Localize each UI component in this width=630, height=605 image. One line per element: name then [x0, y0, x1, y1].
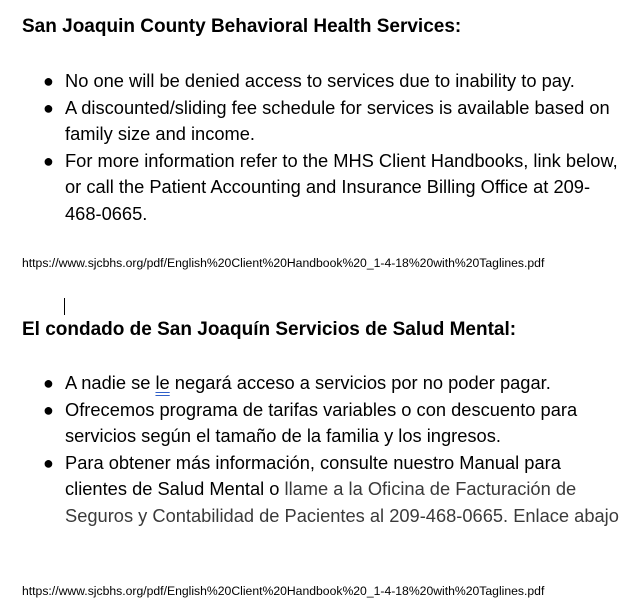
list-item	[0, 370, 630, 397]
text-cursor	[64, 298, 65, 315]
english-heading: San Joaquin County Behavioral Health Services:	[22, 16, 462, 37]
list-item	[0, 148, 630, 228]
spanish-bullet-text-part2: llame a la Oficina de Facturación de Seguros y Contabilidad de Pacientes al 209-468-0665. Enlace abajo	[65, 478, 619, 526]
english-bullet-text: For more information refer to the MHS Client Handbooks, link below, or call the Patient Accounting and Insurance Billing Office at 209-468-0665.	[65, 149, 618, 224]
bullet-icon: ●	[43, 399, 54, 420]
list-item	[0, 450, 630, 530]
list-item	[0, 95, 630, 148]
list-item	[0, 397, 630, 450]
english-handbook-url[interactable]: https://www.sjcbhs.org/pdf/English%20Client%20Handbook%20_1-4-18%20with%20Taglines.pdf	[22, 256, 545, 270]
spanish-heading: El condado de San Joaquín Servicios de Salud Mental:	[22, 319, 517, 340]
spanish-handbook-url[interactable]: https://www.sjcbhs.org/pdf/English%20Client%20Handbook%20_1-4-18%20with%20Taglines.pdf	[22, 584, 545, 598]
list-item	[0, 68, 630, 95]
bullet-icon: ●	[43, 150, 54, 171]
spanish-bullet-text-start: A nadie se	[65, 372, 156, 393]
grammar-flagged-word[interactable]: le	[155, 372, 170, 393]
english-bullet-text: A discounted/sliding fee schedule for services is available based on family size and income.	[65, 96, 610, 145]
bullet-icon: ●	[43, 71, 54, 91]
spanish-bullet-list	[0, 370, 630, 530]
spanish-bullet-text-part1: Para obtener más información, consulte nuestro Manual para clientes de Salud Mental o	[65, 451, 561, 500]
spanish-bullet-text-end: negará acceso a servicios por no poder pagar.	[169, 372, 551, 393]
bullet-icon: ●	[43, 97, 54, 118]
bullet-icon: ●	[43, 373, 54, 393]
english-bullet-list	[0, 68, 630, 228]
english-bullet-text: No one will be denied access to services due to inability to pay.	[65, 70, 575, 91]
bullet-icon: ●	[43, 452, 54, 473]
spanish-bullet-text: Ofrecemos programa de tarifas variables o con descuento para servicios según el tamaño de la familia y los ingresos.	[65, 398, 578, 447]
